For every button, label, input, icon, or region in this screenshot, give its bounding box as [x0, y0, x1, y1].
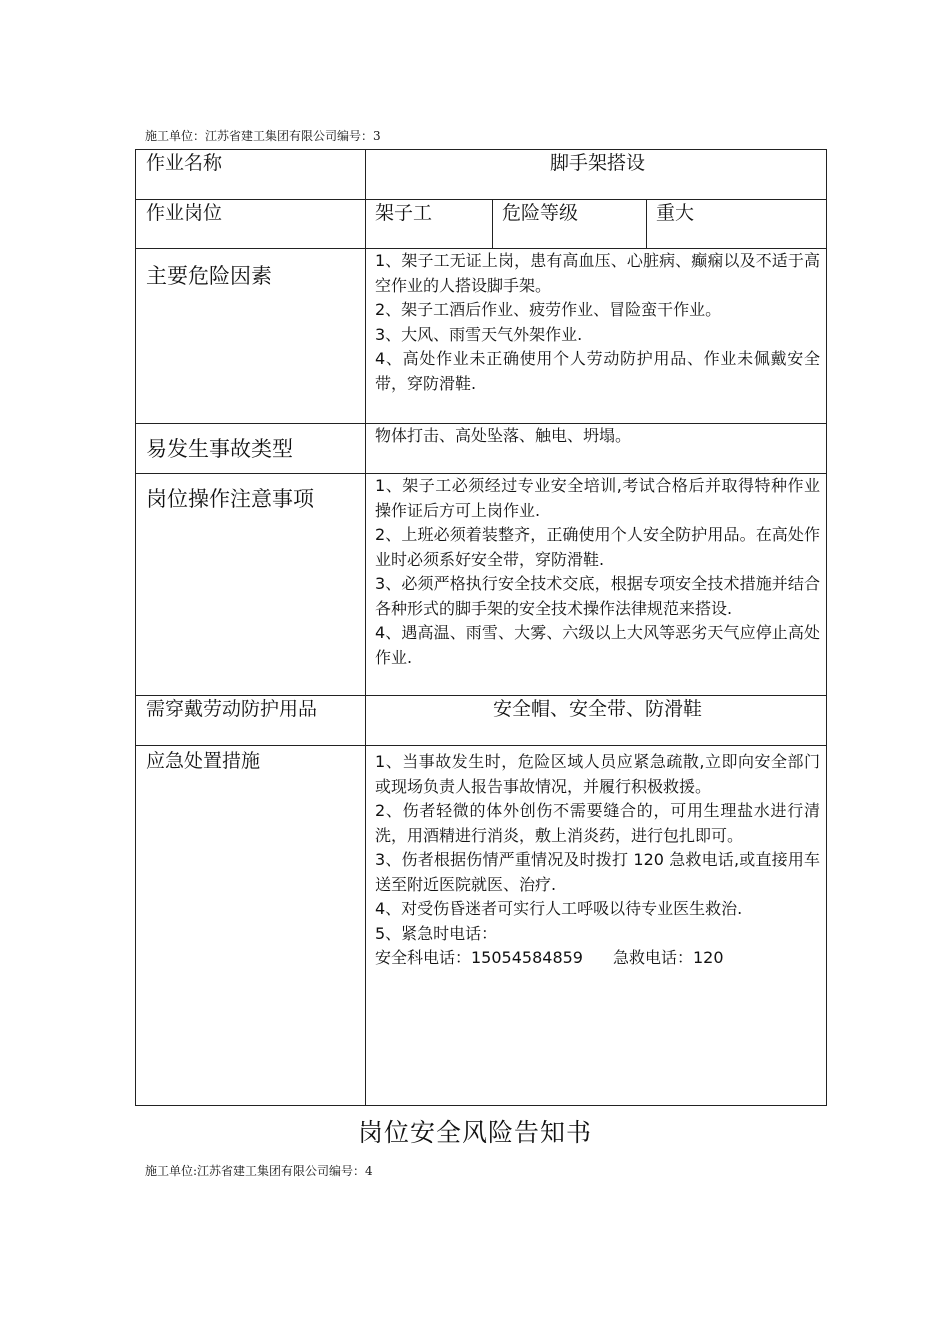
risk-notice-table [135, 149, 827, 1106]
caution-item: 1、架子工必须经过专业安全培训,考试合格后并取得特种作业操作证后方可上岗作业. [375, 476, 821, 520]
hazard-item: 3、大风、雨雪天气外架作业. [375, 324, 583, 344]
post-label: 作业岗位 [136, 200, 366, 249]
phone-row [375, 946, 820, 971]
emergency-item: 4、对受伤昏迷者可实行人工呼吸以待专业医生救治. [375, 899, 743, 918]
risk-level-value: 重大 [647, 200, 827, 249]
hazard-item: 1、架子工无证上岗，患有高血压、心脏病、癫痫以及不适于高空作业的人搭设脚手架。 [375, 251, 821, 295]
row-cautions [136, 474, 827, 696]
emergency-item: 2、伤者轻微的体外创伤不需要缝合的，可用生理盐水进行清洗，用酒精进行消炎，敷上消炎药，进行包扎即可。 [375, 801, 821, 845]
caution-item: 2、上班必须着装整齐，正确使用个人安全防护用品。在高处作业时必须系好安全带，穿防滑鞋. [375, 525, 821, 569]
emergency-list [366, 746, 827, 1106]
job-name-label: 作业名称 [136, 150, 366, 200]
row-job-name [136, 150, 827, 200]
ppe-value: 安全帽、安全带、防滑鞋 [366, 696, 827, 746]
row-emergency [136, 746, 827, 1106]
emergency-label: 应急处置措施 [136, 746, 366, 1106]
post-value: 架子工 [366, 200, 493, 249]
row-accident-type [136, 424, 827, 474]
safety-dept-phone: 安全科电话：15054584859 [375, 948, 583, 967]
emergency-item: 3、伤者根据伤情严重情况及时拨打 120 急救电话,或直接用车送至附近医院就医、治疗. [375, 850, 821, 894]
hazard-item: 4、高处作业未正确使用个人劳动防护用品、作业未佩戴安全带，穿防滑鞋. [375, 349, 821, 393]
header-unit-number-4: 施工单位:江苏省建工集团有限公司编号：4 [145, 1164, 373, 1178]
job-name-value: 脚手架搭设 [366, 150, 827, 200]
ppe-label: 需穿戴劳动防护用品 [136, 696, 366, 746]
accident-type-value: 物体打击、高处坠落、触电、坍塌。 [366, 424, 827, 474]
accident-type-label: 易发生事故类型 [136, 424, 366, 474]
caution-item: 3、必须严格执行安全技术交底，根据专项安全技术措施并结合各种形式的脚手架的安全技术操作法律规范来搭设. [375, 574, 821, 618]
row-post [136, 200, 827, 249]
hazards-label: 主要危险因素 [136, 249, 366, 424]
hazards-list [366, 249, 827, 424]
rescue-phone: 急救电话：120 [612, 948, 724, 967]
caution-item: 4、遇高温、雨雪、大雾、六级以上大风等恶劣天气应停止高处作业. [375, 623, 821, 667]
row-ppe [136, 696, 827, 746]
row-hazards [136, 249, 827, 424]
risk-level-label: 危险等级 [493, 200, 647, 249]
cautions-list [366, 474, 827, 696]
header-unit-number-3: 施工单位：江苏省建工集团有限公司编号：3 [145, 129, 381, 143]
emergency-item: 1、当事故发生时，危险区域人员应紧急疏散,立即向安全部门或现场负责人报告事故情况，并履行积极救援。 [375, 752, 821, 796]
hazard-item: 2、架子工酒后作业、疲劳作业、冒险蛮干作业。 [375, 300, 722, 319]
cautions-label: 岗位操作注意事项 [136, 474, 366, 696]
emergency-item: 5、紧急时电话： [375, 923, 498, 943]
document-title: 岗位安全风险告知书 [357, 1118, 592, 1147]
